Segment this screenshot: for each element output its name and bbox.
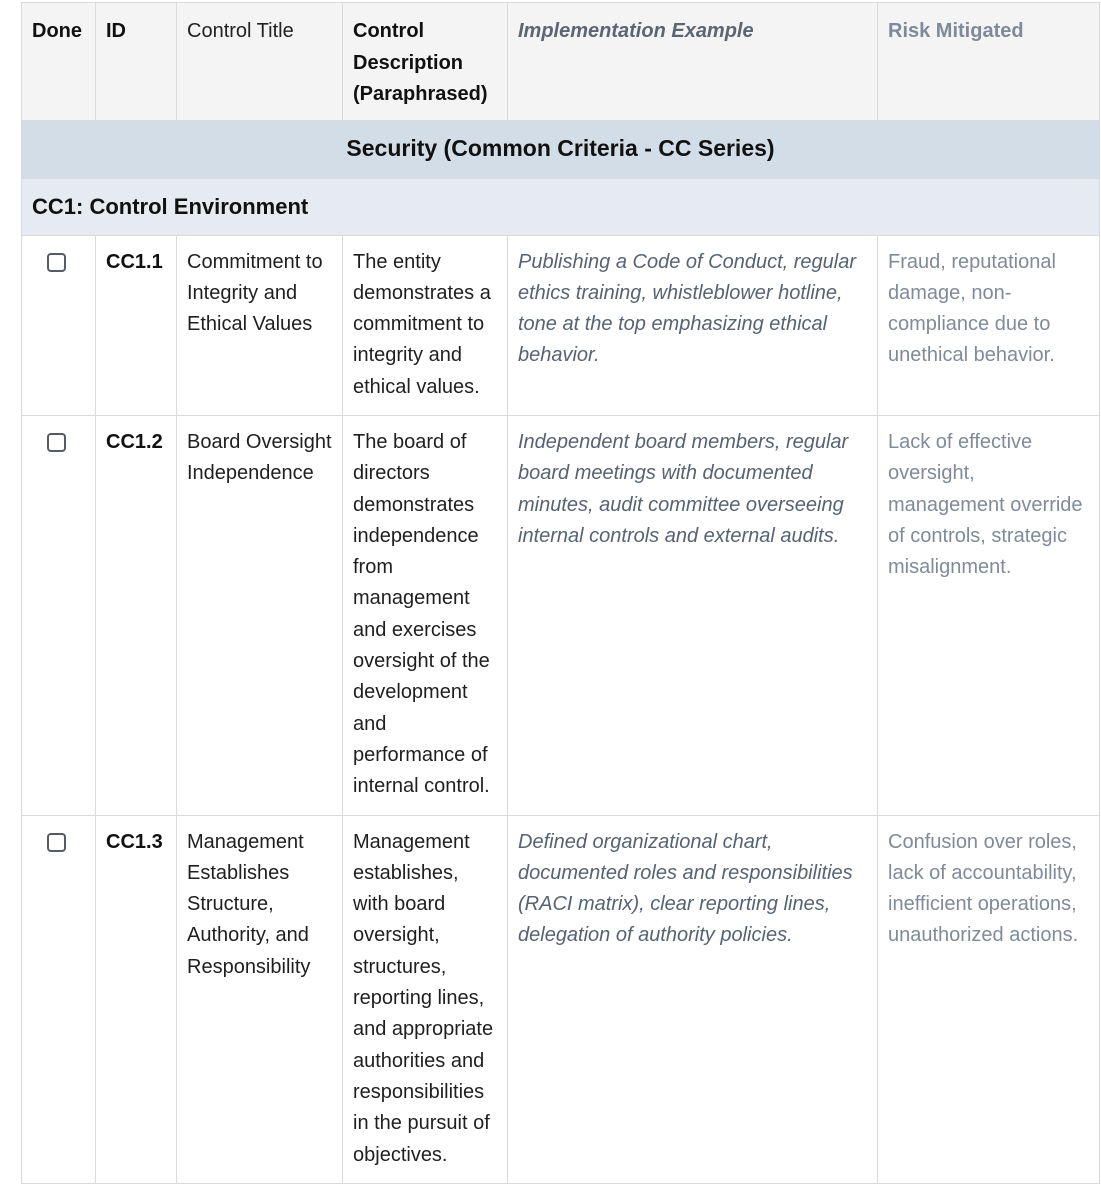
- control-title: Management Establishes Structure, Authority, and Responsibility: [177, 815, 343, 1183]
- table-row: [22, 235, 1100, 415]
- section-row: [22, 120, 1100, 178]
- done-cell: [22, 415, 96, 815]
- header-done: Done: [22, 3, 96, 121]
- done-cell: [22, 815, 96, 1183]
- control-title: Commitment to Integrity and Ethical Values: [177, 235, 343, 415]
- control-description: Management establishes, with board oversight, structures, reporting lines, and appropriate authorities and responsibilities in the pursuit of objectives.: [343, 815, 508, 1183]
- subsection-title: CC1: Control Environment: [22, 178, 1100, 235]
- implementation-example: Defined organizational chart, documented roles and responsibilities (RACI matrix), clear reporting lines, delegation of authority policies.: [508, 815, 878, 1183]
- control-id: CC1.3: [96, 815, 177, 1183]
- control-id: CC1.1: [96, 235, 177, 415]
- done-cell: [22, 235, 96, 415]
- controls-table: [21, 2, 1100, 1184]
- risk-mitigated: Confusion over roles, lack of accountability, inefficient operations, unauthorized actions.: [878, 815, 1100, 1183]
- section-title: Security (Common Criteria - CC Series): [22, 120, 1100, 178]
- implementation-example: Publishing a Code of Conduct, regular ethics training, whistleblower hotline, tone at the top emphasizing ethical behavior.: [508, 235, 878, 415]
- implementation-example: Independent board members, regular board meetings with documented minutes, audit committee overseeing internal controls and external audits.: [508, 415, 878, 815]
- header-control-description: Control Description (Paraphrased): [343, 3, 508, 121]
- done-checkbox[interactable]: [47, 833, 66, 852]
- done-checkbox[interactable]: [47, 433, 66, 452]
- header-control-title: Control Title: [177, 3, 343, 121]
- header-risk-mitigated: Risk Mitigated: [878, 3, 1100, 121]
- risk-mitigated: Fraud, reputational damage, non-compliance due to unethical behavior.: [878, 235, 1100, 415]
- header-row: [22, 3, 1100, 121]
- control-description: The board of directors demonstrates independence from management and exercises oversight of the development and performance of internal control.: [343, 415, 508, 815]
- control-id: CC1.2: [96, 415, 177, 815]
- subsection-row: [22, 178, 1100, 235]
- risk-mitigated: Lack of effective oversight, management override of controls, strategic misalignment.: [878, 415, 1100, 815]
- table-row: [22, 815, 1100, 1183]
- control-title: Board Oversight Independence: [177, 415, 343, 815]
- header-implementation-example: Implementation Example: [508, 3, 878, 121]
- control-description: The entity demonstrates a commitment to integrity and ethical values.: [343, 235, 508, 415]
- done-checkbox[interactable]: [47, 253, 66, 272]
- table-row: [22, 415, 1100, 815]
- header-id: ID: [96, 3, 177, 121]
